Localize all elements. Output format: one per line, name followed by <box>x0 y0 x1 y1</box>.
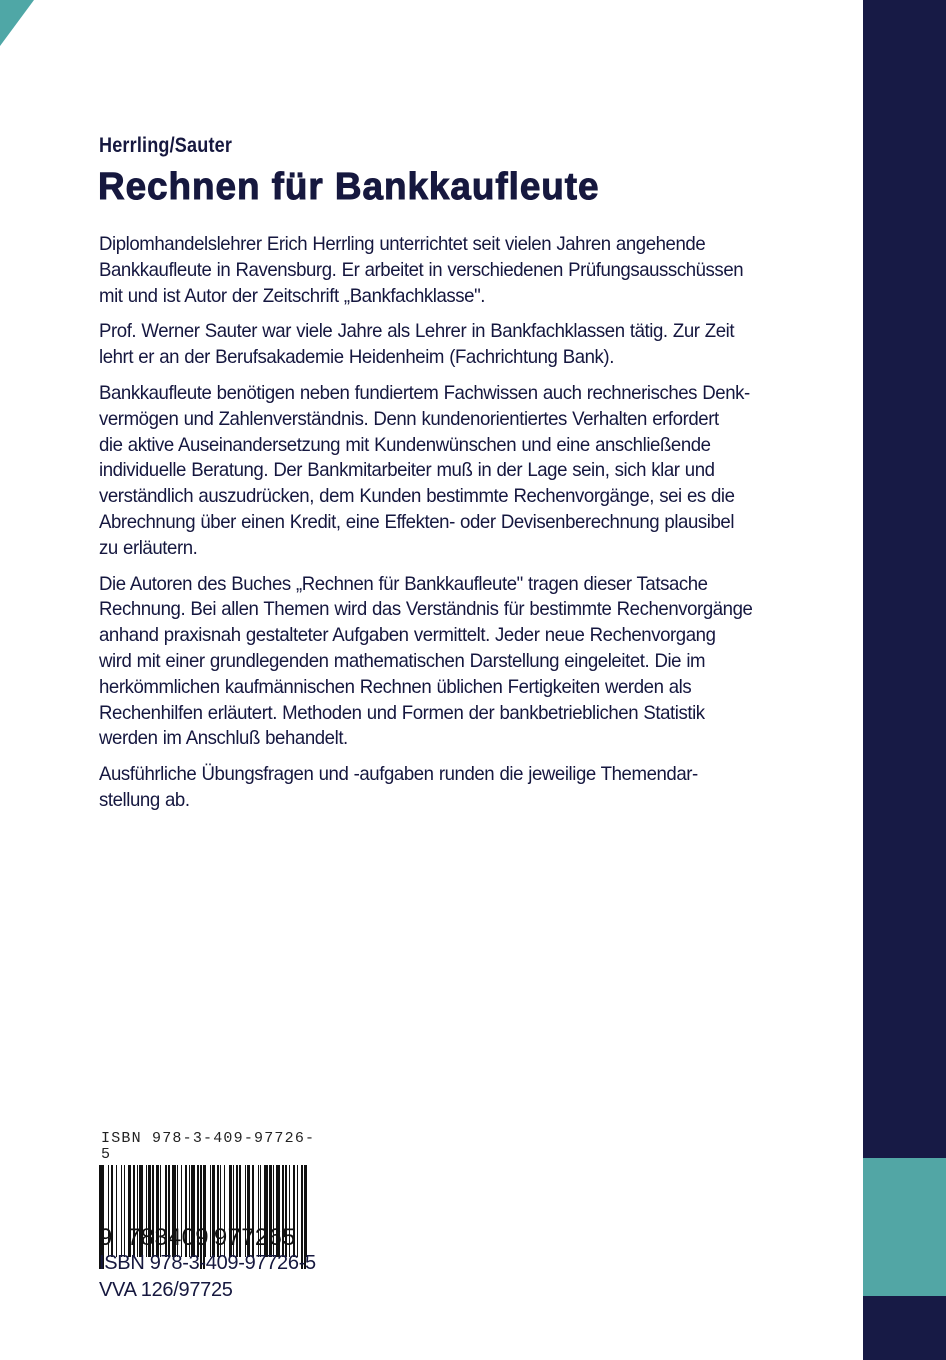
text-line: lehrt er an der Berufsakademie Heidenheim (Fachrichtung Bank). <box>99 346 614 369</box>
text-line: zu erläutern. <box>99 536 198 559</box>
paragraph-exercises <box>99 762 801 814</box>
text-line: Bankkaufleute in Ravensburg. Er arbeitet in verschiedenen Prüfungsausschüssen <box>99 258 744 281</box>
text-line: mit und ist Autor der Zeitschrift „Bankfachklasse". <box>99 284 486 307</box>
text-line: werden im Anschluß behandelt. <box>99 727 348 750</box>
paragraph-motivation <box>99 381 801 562</box>
barcode-isbn-label: ISBN 978-3-409-97726-5 <box>101 1130 316 1163</box>
text-line: wird mit einer grundlegenden mathematischen Darstellung eingeleitet. Die im <box>99 649 706 672</box>
text-line: verständlich auszudrücken, dem Kunden bestimmte Rechenvorgänge, sei es die <box>99 485 735 508</box>
text-line: anhand praxisnah gestalteter Aufgaben vermittelt. Jeder neue Rechenvorgang <box>99 624 716 647</box>
barcode-digits-group-1: 783409 <box>127 1224 209 1251</box>
book-authors: Herrling/Sauter <box>99 134 233 157</box>
text-line: Rechenhilfen erläutert. Methoden und Formen der bankbetrieblichen Statistik <box>99 701 705 724</box>
text-line: Diplomhandelslehrer Erich Herrling unterrichtet seit vielen Jahren angehende <box>99 233 706 255</box>
paragraph-author-herrling <box>99 232 801 309</box>
order-number: VVA 126/97725 <box>99 1279 233 1301</box>
text-line: vermögen und Zahlenverständnis. Denn kundenorientiertes Verhalten erfordert <box>99 407 719 430</box>
text-line: stellung ab. <box>99 788 190 811</box>
spine-stripe <box>863 0 946 1360</box>
barcode-bar <box>297 1165 298 1257</box>
paragraph-author-sauter <box>99 319 801 371</box>
paragraph-book-content <box>99 572 801 753</box>
book-title: Rechnen für Bankkaufleute <box>98 166 600 208</box>
spine-teal-band <box>863 1158 946 1296</box>
text-line: Prof. Werner Sauter war viele Jahre als Lehrer in Bankfachklassen tätig. Zur Zeit <box>99 320 735 343</box>
barcode-digits <box>99 1226 296 1250</box>
isbn-number: ISBN 978-3-409-97726-5 <box>99 1252 316 1274</box>
text-line: Die Autoren des Buches „Rechnen für Bankkaufleute" tragen dieser Tatsache <box>99 572 708 595</box>
blurb-text <box>99 232 799 824</box>
text-line: Ausführliche Übungsfragen und -aufgaben runden die jeweilige Themendar- <box>99 763 698 786</box>
text-line: die aktive Auseinandersetzung mit Kundenwünschen und eine anschließende <box>99 433 711 456</box>
barcode-digits-group-2: 977265 <box>213 1224 296 1251</box>
text-line: herkömmlichen kaufmännischen Rechnen üblichen Fertigkeiten werden als <box>99 675 692 698</box>
text-line: Bankkaufleute benötigen neben fundiertem Fachwissen auch rechnerisches Denk- <box>99 381 750 404</box>
text-line: Abrechnung über einen Kredit, eine Effekten- oder Devisenberechnung plausibel <box>99 510 735 533</box>
text-line: individuelle Beratung. Der Bankmitarbeiter muß in der Lage sein, sich klar und <box>99 459 715 482</box>
text-line: Rechnung. Bei allen Themen wird das Verständnis für bestimmte Rechenvorgänge <box>99 598 753 621</box>
corner-triangle-decoration <box>0 0 34 46</box>
barcode-digit-lead: 9 <box>99 1224 113 1251</box>
